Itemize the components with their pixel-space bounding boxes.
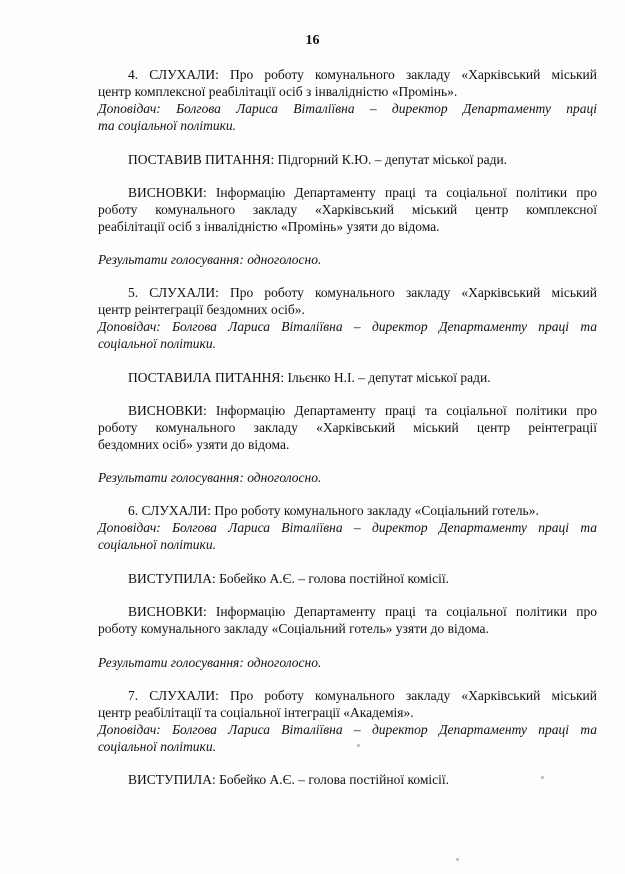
item-5-conclusion-line-3: бездомних осіб» узяти до відома. — [98, 437, 290, 452]
scan-speck — [357, 744, 360, 747]
item-4-question: ПОСТАВИВ ПИТАННЯ: Підгорний К.Ю. – депутат міської ради. — [128, 152, 508, 167]
item-4-vote-result: Результати голосування: одноголосно. — [98, 252, 322, 267]
item-6-heard: 6. СЛУХАЛИ: Про роботу комунального закладу «Соціальний готель». — [128, 503, 539, 518]
item-5-speaker-line-2: соціальної політики. — [98, 336, 216, 351]
item-6-speaker-line-1: Доповідач: Болгова Лариса Віталіївна – директор Департаменту праці та — [98, 520, 597, 535]
item-6-vote-result: Результати голосування: одноголосно. — [98, 655, 322, 670]
item-5-conclusion-line-2: роботу комунального закладу «Харківський міський центр реінтеграції — [98, 420, 597, 435]
item-6-speaker-line-2: соціальної політики. — [98, 537, 216, 552]
item-5-heard-line-2: центр реінтеграції бездомних осіб». — [98, 302, 305, 317]
item-4-conclusion-line-3: реабілітації осіб з інвалідністю «Промінь» узяти до відома. — [98, 219, 440, 234]
item-5-vote-result: Результати голосування: одноголосно. — [98, 470, 322, 485]
scan-speck — [456, 858, 459, 861]
item-4-speaker-line-2: та соціальної політики. — [98, 118, 237, 133]
scan-speck — [541, 776, 544, 779]
item-7-heard-line-2: центр реабілітації та соціальної інтеграції «Академія». — [98, 705, 414, 720]
item-4-conclusion-line-1: ВИСНОВКИ: Інформацію Департаменту праці та соціальної політики про — [128, 185, 597, 200]
item-6-conclusion-line-1: ВИСНОВКИ: Інформацію Департаменту праці та соціальної політики про — [128, 604, 597, 619]
item-5-speaker-line-1: Доповідач: Болгова Лариса Віталіївна – директор Департаменту праці та — [98, 319, 597, 334]
item-6-speech: ВИСТУПИЛА: Бобейко А.Є. – голова постійної комісії. — [128, 571, 450, 586]
item-5-conclusion-line-1: ВИСНОВКИ: Інформацію Департаменту праці та соціальної політики про — [128, 403, 597, 418]
item-4-speaker-line-1: Доповідач: Болгова Лариса Віталіївна – директор Департаменту праці — [98, 101, 597, 116]
item-4-heard-line-2: центр комплексної реабілітації осіб з інвалідністю «Промінь». — [98, 84, 458, 99]
item-7-speaker-line-2: соціальної політики. — [98, 739, 216, 754]
item-6-conclusion-line-2: роботу комунального закладу «Соціальний готель» узяти до відома. — [98, 621, 489, 636]
item-5-heard-line-1: 5. СЛУХАЛИ: Про роботу комунального закладу «Харківський міський — [128, 285, 597, 300]
item-7-speaker-line-1: Доповідач: Болгова Лариса Віталіївна – директор Департаменту праці та — [98, 722, 597, 737]
item-5-question: ПОСТАВИЛА ПИТАННЯ: Ільєнко Н.І. – депутат міської ради. — [128, 370, 491, 385]
item-7-speech: ВИСТУПИЛА: Бобейко А.Є. – голова постійної комісії. — [128, 772, 450, 787]
item-7-heard-line-1: 7. СЛУХАЛИ: Про роботу комунального закладу «Харківський міський — [128, 688, 597, 703]
item-4-conclusion-line-2: роботу комунального закладу «Харківський міський центр комплексної — [98, 202, 597, 217]
page-number: 16 — [305, 33, 320, 48]
item-4-heard-line-1: 4. СЛУХАЛИ: Про роботу комунального закладу «Харківський міський — [128, 67, 597, 82]
